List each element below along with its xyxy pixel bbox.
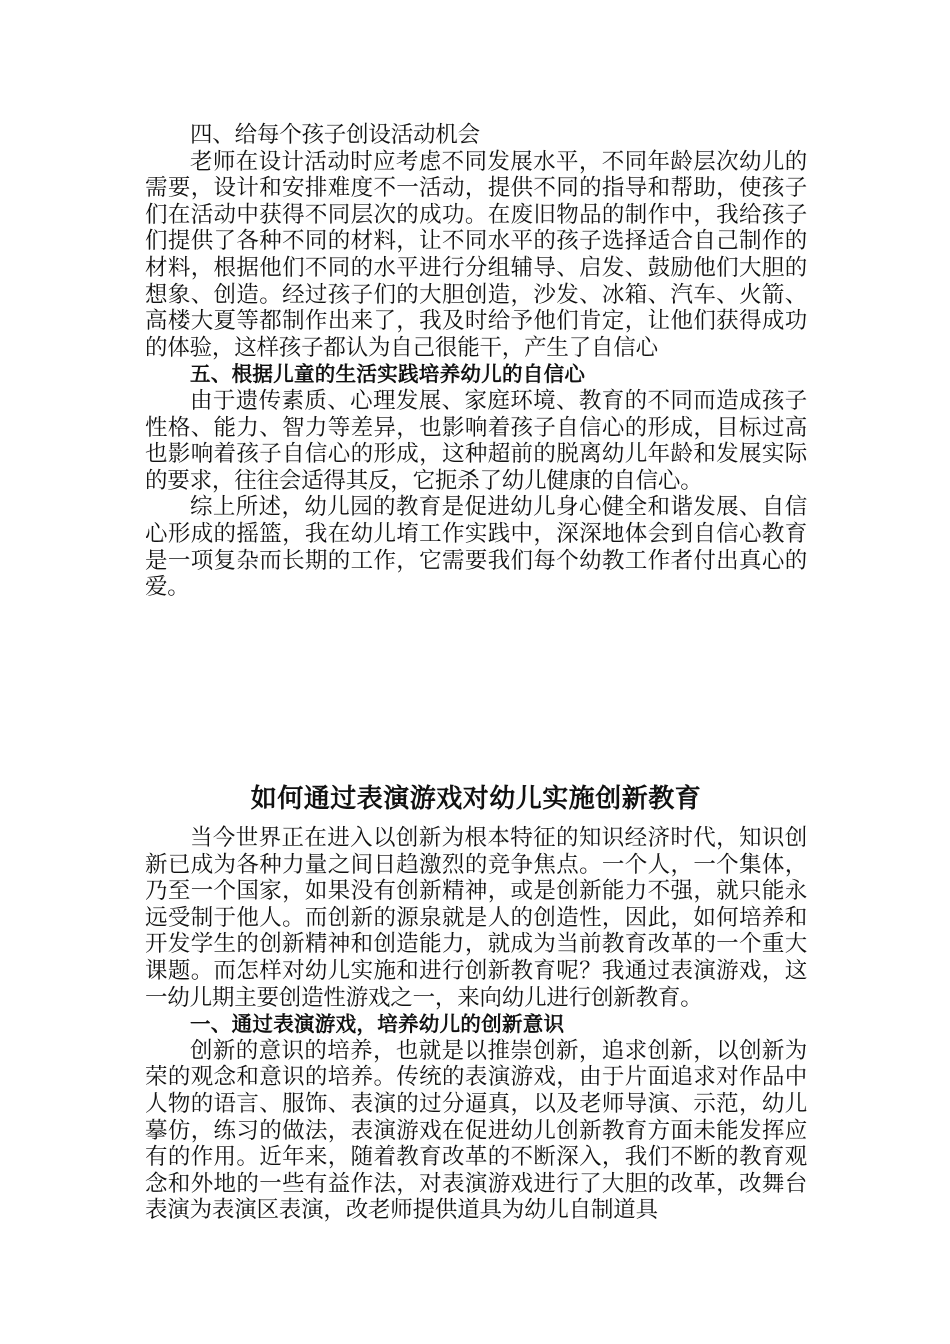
article-title: 如何通过表演游戏对幼儿实施创新教育 [250,784,702,814]
paragraph: 创新的意识的培养，也就是以推崇创新，追求创新，以创新为荣的观念和意识的培养。传统的表演游戏，由于片面追求对作品中人物的语言、服饰、表演的过分逼真，以及老师导演、示范，幼儿摹仿，练习的做法，表演游戏在促进幼儿创新教育方面未能发挥应有的作用。近年来，随着教育改革的不断深入，我们不断的教育观念和外地的一些有益作法，对表演游戏进行了大胆的改革，改舞台表演为表演区表演，改老师提供道具为幼儿自制道具 [145,1037,807,1224]
paragraph: 老师在设计活动时应考虑不同发展水平，不同年龄层次幼儿的需要，设计和安排难度不一活动，提供不同的指导和帮助，使孩子们在活动中获得不同层次的成功。在废旧物品的制作中，我给孩子们提供了各种不同的材料，让不同水平的孩子选择适合自己制作的材料，根据他们不同的水平进行分组辅导、启发、鼓励他们大胆的想象、创造。经过孩子们的大胆创造，沙发、冰箱、汽车、火箭、高楼大夏等都制作出来了，我及时给予他们肯定，让他们获得成功的体验，这样孩子都认为自己很能干，产生了自信心 [145,148,807,361]
section-heading-1: 一、通过表演游戏，培养幼儿的创新意识 [190,1012,565,1037]
section-heading-5: 五、根据儿童的生活实践培养幼儿的自信心 [190,362,586,387]
section-heading-4: 四、给每个孩子创设活动机会 [190,122,480,148]
paragraph: 当今世界正在进入以创新为根本特征的知识经济时代，知识创新已成为各种力量之间日趋激烈的竞争焦点。一个人，一个集体，乃至一个国家，如果没有创新精神，或是创新能力不强，就只能永远受制于他人。而创新的源泉就是人的创造性，因此，如何培养和开发学生的创新精神和创造能力，就成为当前教育改革的一个重大课题。而怎样对幼儿实施和进行创新教育呢？我通过表演游戏，这一幼儿期主要创造性游戏之一，来向幼儿进行创新教育。 [145,825,807,1011]
paragraph: 综上所述，幼儿园的教育是促进幼儿身心健全和谐发展、自信心形成的摇篮，我在幼儿堉工作实践中，深深地体会到自信心教育是一项复杂而长期的工作，它需要我们每个幼教工作者付出真心的爱。 [145,494,807,601]
section-innovation-education [145,782,807,1224]
paragraph: 由于遗传素质、心理发展、家庭环境、教育的不同而造成孩子性格、能力、智力等差异，也影响着孩子自信心的形成，目标过高也影响着孩子自信心的形成，这种超前的脱离幼儿年龄和发展实际的要求，往往会适得其反，它扼杀了幼儿健康的自信心。 [145,387,807,494]
section-self-confidence [145,122,807,601]
